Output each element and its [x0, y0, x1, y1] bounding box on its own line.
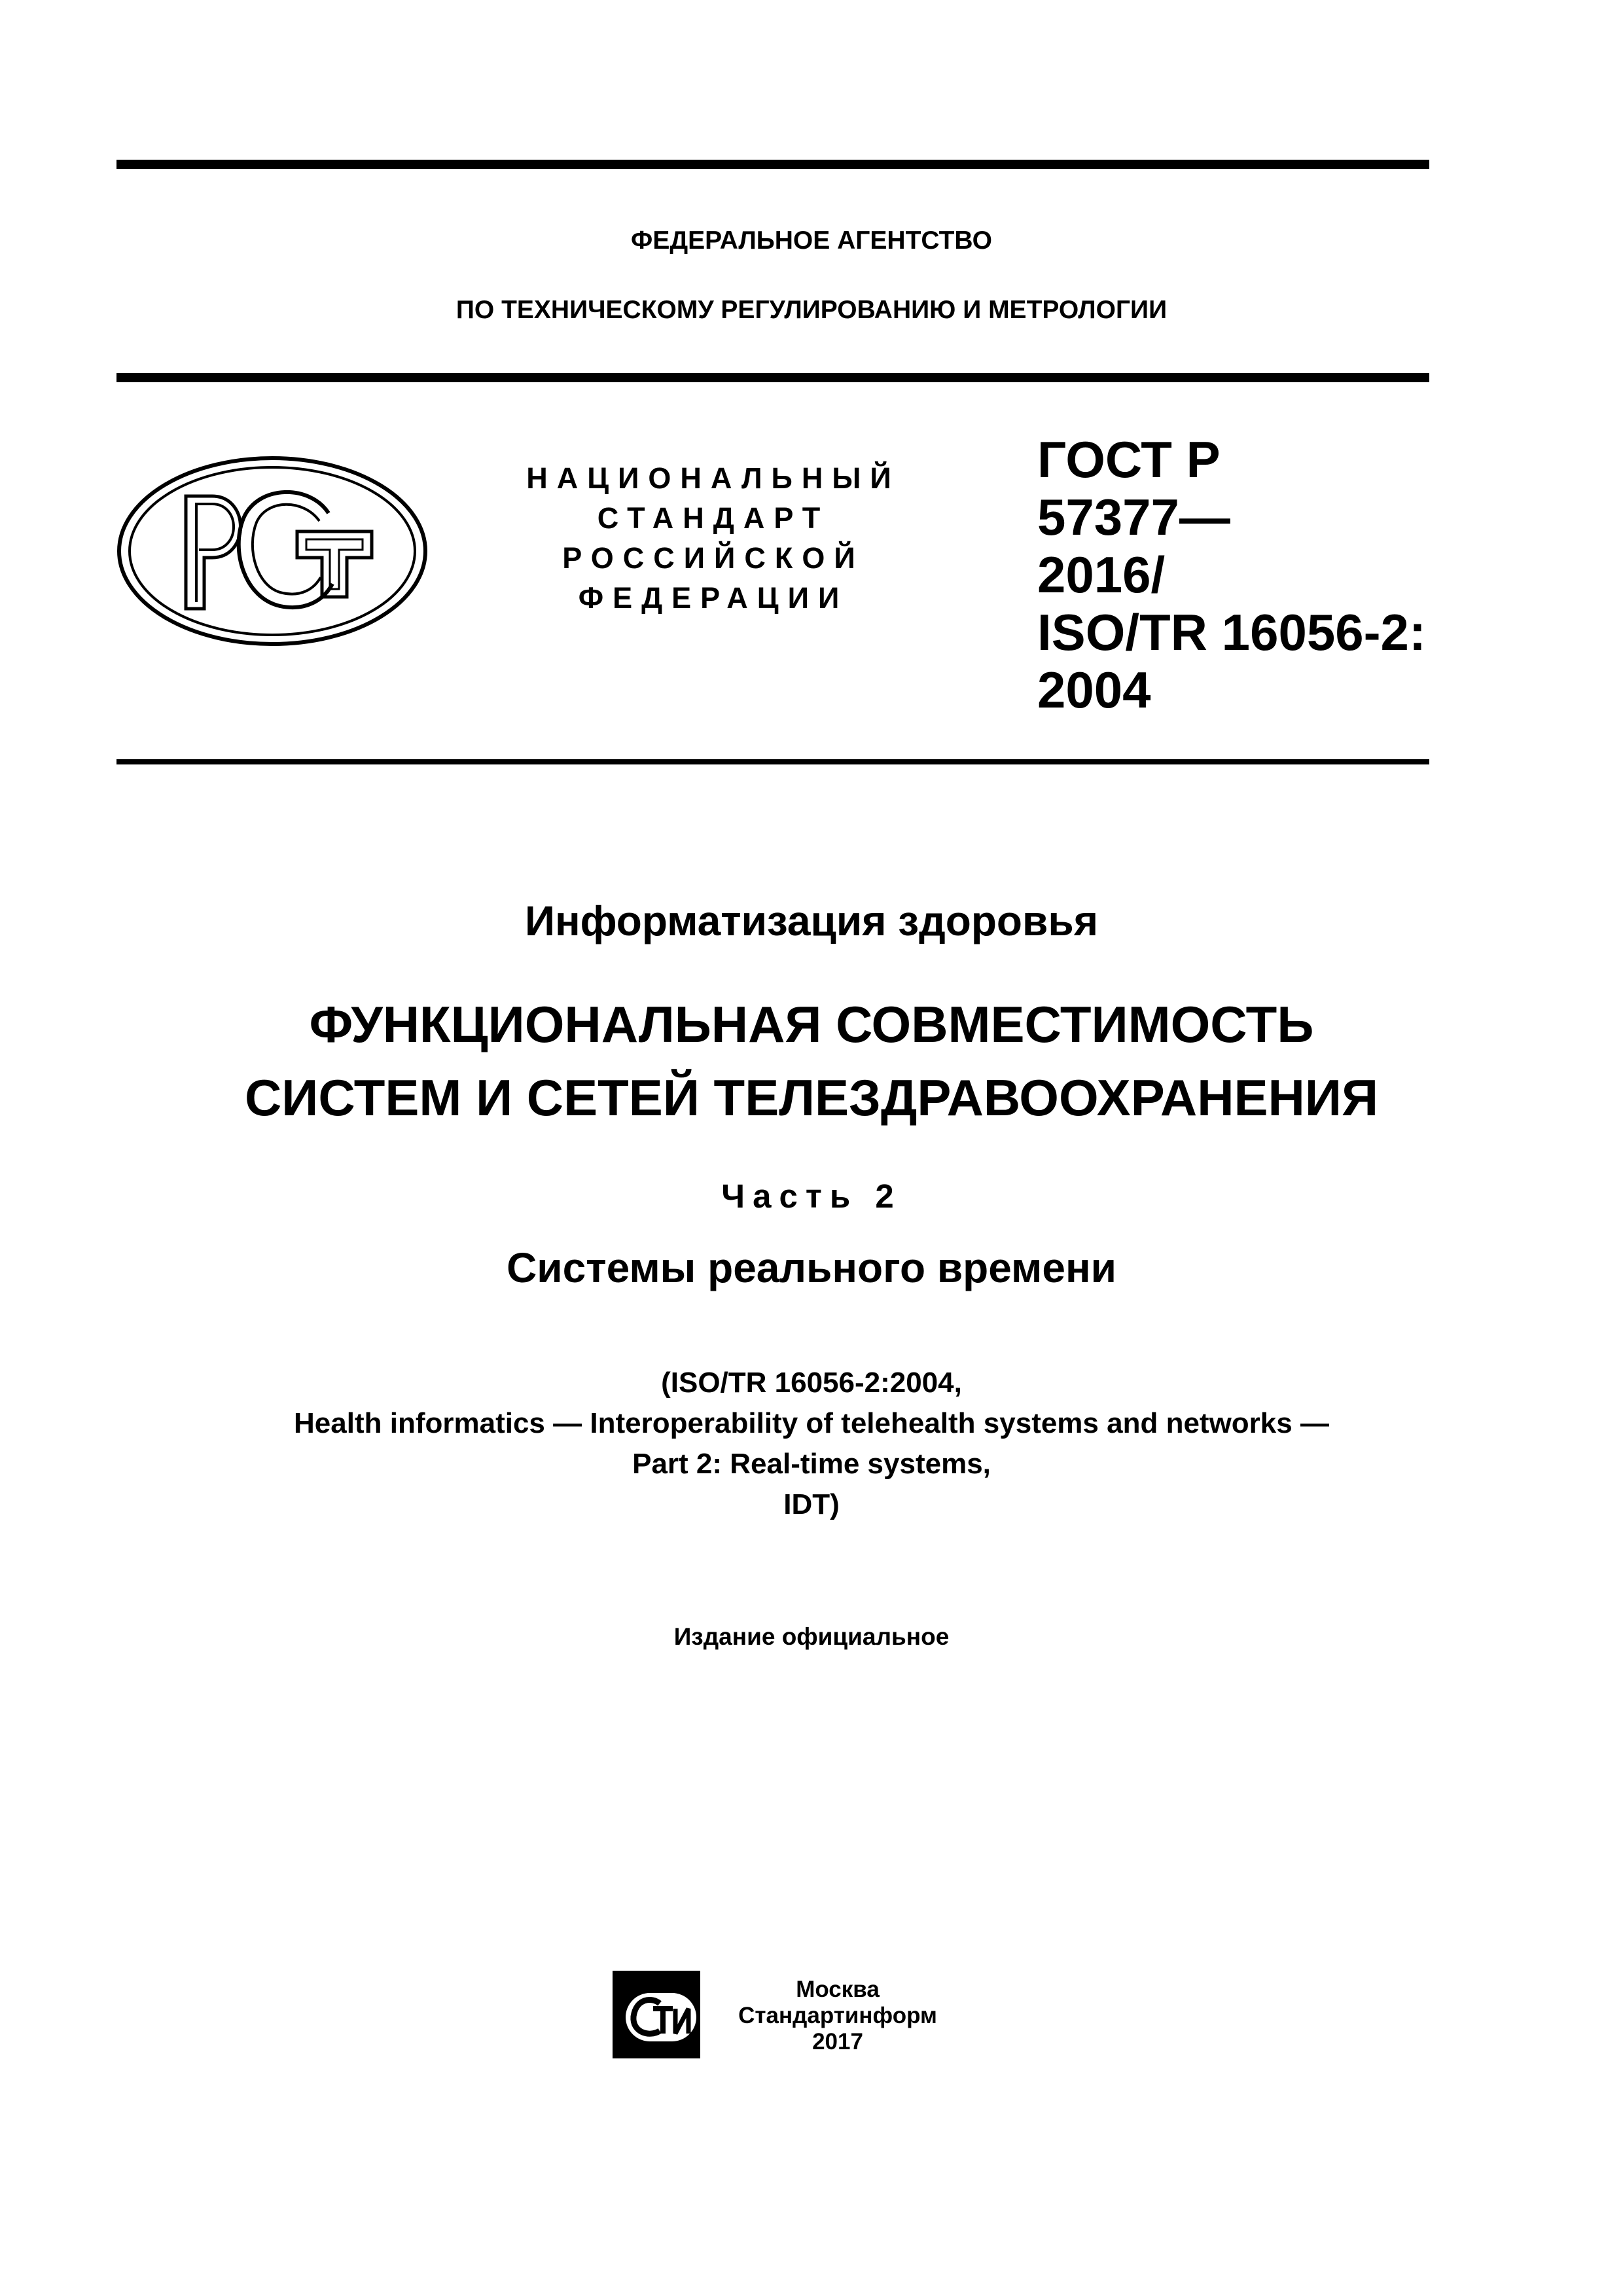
- english-ref-line-4: IDT): [783, 1488, 840, 1520]
- designation-line-5: 2004: [1037, 661, 1151, 719]
- edition-label: Издание официальное: [673, 1623, 950, 1650]
- main-title-line-2: СИСТЕМ И СЕТЕЙ ТЕЛЕЗДРАВООХРАНЕНИЯ: [244, 1069, 1379, 1126]
- national-standard-label: [484, 458, 942, 618]
- designation-line-3: 2016/: [1037, 546, 1166, 603]
- national-line-4: ФЕДЕРАЦИИ: [578, 581, 849, 615]
- standartinform-sti-logo-icon: [607, 1967, 705, 2065]
- agency-line-2: ПО ТЕХНИЧЕСКОМУ РЕГУЛИРОВАНИЮ И МЕТРОЛОГИИ: [455, 296, 1168, 324]
- publisher-year: 2017: [812, 2029, 863, 2054]
- part-label: Часть 2: [721, 1177, 902, 1215]
- top-rule: [116, 160, 1429, 169]
- english-ref-line-2: Health informatics — Interoperability of telehealth systems and networks —: [294, 1407, 1329, 1439]
- category-title: Информатизация здоровья: [524, 897, 1099, 944]
- part-title: Системы реального времени: [507, 1244, 1116, 1291]
- english-ref-line-1: (ISO/TR 16056-2:2004,: [661, 1367, 962, 1399]
- publisher-name: Стандартинформ: [738, 2003, 937, 2028]
- main-title-line-1: ФУНКЦИОНАЛЬНАЯ СОВМЕСТИМОСТЬ: [309, 996, 1314, 1053]
- designation-line-4: ISO/TR 16056-2:: [1037, 603, 1426, 661]
- national-line-2: СТАНДАРТ: [597, 501, 830, 535]
- header-bottom-rule: [116, 373, 1429, 382]
- english-ref-line-3: Part 2: Real-time systems,: [632, 1448, 991, 1480]
- designation-line-2: 57377—: [1037, 488, 1230, 546]
- national-line-3: РОССИЙСКОЙ: [562, 541, 865, 575]
- designation-line-1: ГОСТ Р: [1037, 431, 1221, 488]
- standard-block-bottom-rule: [116, 759, 1429, 764]
- publisher-city: Москва: [796, 1977, 880, 2002]
- rst-gost-logo-icon: [115, 453, 431, 649]
- standard-designation: [1037, 431, 1426, 719]
- national-line-1: НАЦИОНАЛЬНЫЙ: [526, 461, 901, 495]
- publisher-block: [720, 1977, 955, 2055]
- agency-line-1: ФЕДЕРАЛЬНОЕ АГЕНТСТВО: [631, 226, 992, 255]
